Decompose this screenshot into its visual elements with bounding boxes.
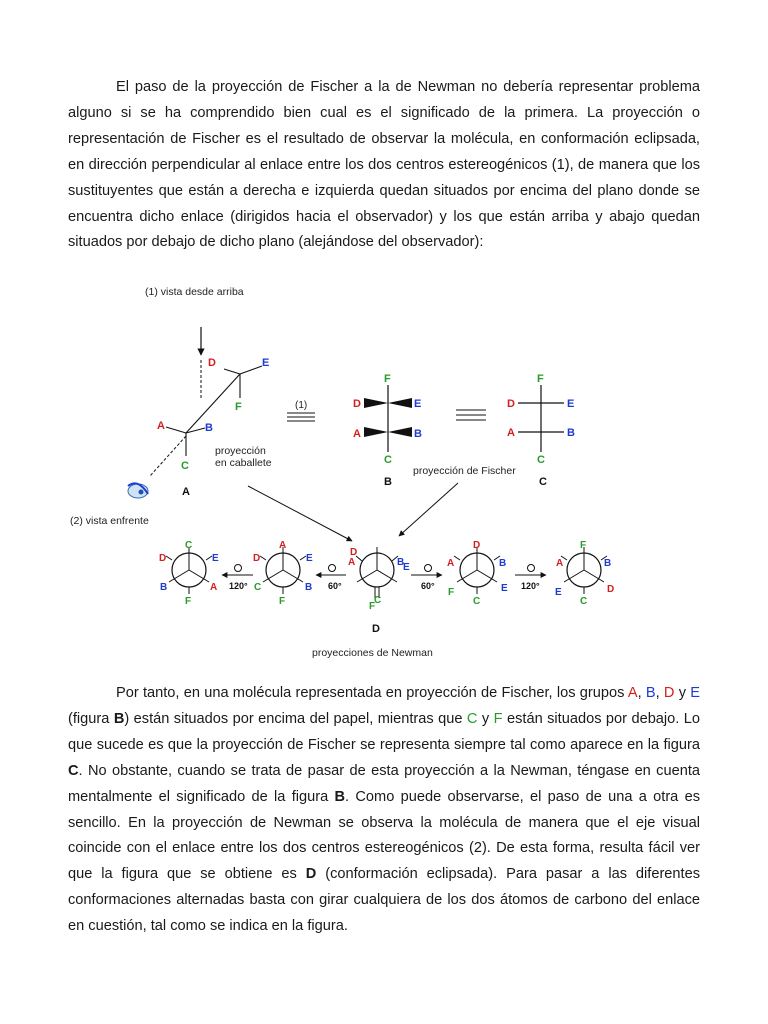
fischer-C: C [537, 454, 545, 466]
caballete-E: E [262, 357, 270, 369]
n5-B: B [604, 558, 612, 569]
p2-group-A: A [627, 685, 638, 701]
rotation-1-label: 120° [229, 581, 248, 591]
wedge-B: B [414, 428, 422, 440]
newman-4 [447, 540, 508, 607]
wedge-C: C [384, 454, 392, 466]
n5-C: C [580, 596, 588, 607]
p2-group-B: B [645, 685, 656, 701]
caballete-projection [150, 327, 272, 498]
rotation-arrow-1 [222, 565, 253, 592]
n5-F: F [580, 540, 587, 551]
fischer-D: D [507, 398, 515, 410]
nD-C: C [374, 595, 382, 606]
nD-A: A [348, 557, 356, 568]
figure-label-C: C [539, 476, 547, 488]
p2-fig-B: B [113, 710, 125, 727]
rotation-4-label: 120° [521, 581, 540, 591]
fischer-F: F [537, 373, 544, 385]
wedge-projection [353, 373, 422, 488]
caballete-F: F [235, 401, 242, 413]
n4-C: C [473, 596, 481, 607]
nD-F: F [369, 601, 376, 612]
n1-E: E [212, 553, 219, 564]
n5-D: D [607, 584, 615, 595]
n4-B: B [499, 558, 507, 569]
nD-B: B [397, 557, 405, 568]
eye-icon [128, 483, 148, 498]
nD-E: E [403, 562, 410, 573]
n1-C: C [185, 540, 193, 551]
n1-B: B [160, 582, 168, 593]
rotation-arrow-2 [316, 565, 346, 592]
p2-group-C: C [466, 710, 478, 727]
caballete-D: D [208, 357, 216, 369]
p2-group-E: E [690, 685, 701, 701]
p2-s1: Por tanto, en una molécula representada en proyección de Fischer, los grupos [116, 685, 628, 701]
caballete-A: A [157, 420, 165, 432]
stereochemistry-figure [0, 270, 768, 670]
newman-1 [159, 540, 219, 607]
wedge-A: A [353, 428, 361, 440]
n4-E: E [501, 583, 508, 594]
p2-c2: , [655, 685, 664, 701]
fischer-label: proyección de Fischer [413, 465, 516, 477]
wedge-D: D [353, 398, 361, 410]
p2-s2: (figura [68, 710, 114, 727]
p2-s4: están situados por debajo. Lo que sucede es que la proyección de Fischer se representa siempre tal como aparece en la figura [68, 710, 701, 753]
rotation-arrow-4 [515, 565, 546, 592]
n2-F: F [279, 596, 286, 607]
equiv-label: (1) [295, 400, 308, 411]
p2-c1: , [637, 685, 646, 701]
paragraph-intro-text: El paso de la proyección de Fischer a la de Newman no debería representar problema alguno si se ha comprendido bien cual es el significado de la primera. La proyección o representación de Fischer es el resultado de observar la molécula, en conformación eclipsada, en dirección perpendicular al enlace entre los dos centros estereogénicos (1), de manera que los sustituyentes que están a derecha e izquierda quedan situados por encima del plano donde se encuentra dicho enlace (dirigidos hacia el observador) y los que están arriba y abajo quedan situados por debajo de dicho plano (alejándose del observador): [68, 79, 700, 251]
n4-A: A [447, 558, 455, 569]
view-front-label: (2) vista enfrente [70, 515, 149, 527]
wedge-E: E [414, 398, 422, 410]
figure-label-B: B [384, 476, 392, 488]
newman-2 [253, 540, 313, 607]
fischer-B: B [567, 427, 575, 439]
n4-F: F [448, 587, 455, 598]
equiv-sign-2 [456, 410, 486, 420]
n2-D: D [253, 553, 261, 564]
figure-label-D: D [372, 623, 380, 635]
caballete-C: C [181, 460, 189, 472]
p2-s5: . No obstante, cuando se trata de pasar de esta proyección a la Newman, téngase en cuenta mentalmente el significado de la figura [68, 762, 700, 805]
rotation-3-label: 60° [421, 581, 435, 591]
n1-F: F [185, 596, 192, 607]
p2-y2: y [477, 710, 494, 727]
n1-A: A [210, 582, 218, 593]
p2-fig-B2: B [334, 788, 346, 805]
newman-eclipsed [348, 547, 410, 635]
caballete-B: B [205, 422, 213, 434]
paragraph-explanation [68, 681, 700, 940]
view-top-label: (1) vista desde arriba [145, 286, 244, 298]
n2-C: C [254, 582, 262, 593]
p2-fig-C: C [68, 762, 79, 779]
n2-A: A [279, 540, 287, 551]
figure-label-A: A [182, 486, 190, 498]
equiv-sign-1 [287, 413, 315, 421]
p2-s7: (conformación eclipsada). Para pasar a las diferentes conformaciones alternadas basta con girar cualquiera de los dos átomos de carbono del enlace en cuestión, tal como se indica en la figura. [68, 866, 700, 935]
n4-D: D [473, 540, 481, 551]
newman-label: proyecciones de Newman [312, 647, 433, 659]
p2-group-D: D [663, 685, 675, 701]
caballete-label-2: en caballete [215, 457, 272, 469]
rotation-2-label: 60° [328, 581, 342, 591]
fischer-A: A [507, 427, 515, 439]
p2-group-F: F [493, 710, 503, 727]
newman-5 [555, 540, 614, 607]
n5-E: E [555, 587, 562, 598]
fischer-E: E [567, 398, 575, 410]
p2-s6: . Como puede observarse, el paso de una a otra es sencillo. En la proyección de Newman se observa la molécula de manera que el eje visual coincide con el enlace entre los dos centros estereogénicos (2). De esta forma, resulta fácil ver que la figura que se obtiene es [68, 788, 700, 883]
n1-D: D [159, 553, 167, 564]
nD-D: D [350, 547, 358, 558]
fischer-projection [413, 373, 575, 488]
n5-A: A [556, 558, 564, 569]
n2-B: B [305, 582, 313, 593]
n2-E: E [306, 553, 313, 564]
p2-fig-D: D [305, 866, 317, 883]
rotation-arrow-3 [411, 565, 442, 592]
paragraph-intro [68, 75, 700, 256]
p2-y1: y [674, 685, 691, 701]
p2-s3: ) están situados por encima del papel, mientras que [124, 710, 467, 727]
caballete-label-1: proyección [215, 445, 266, 457]
wedge-F: F [384, 373, 391, 385]
